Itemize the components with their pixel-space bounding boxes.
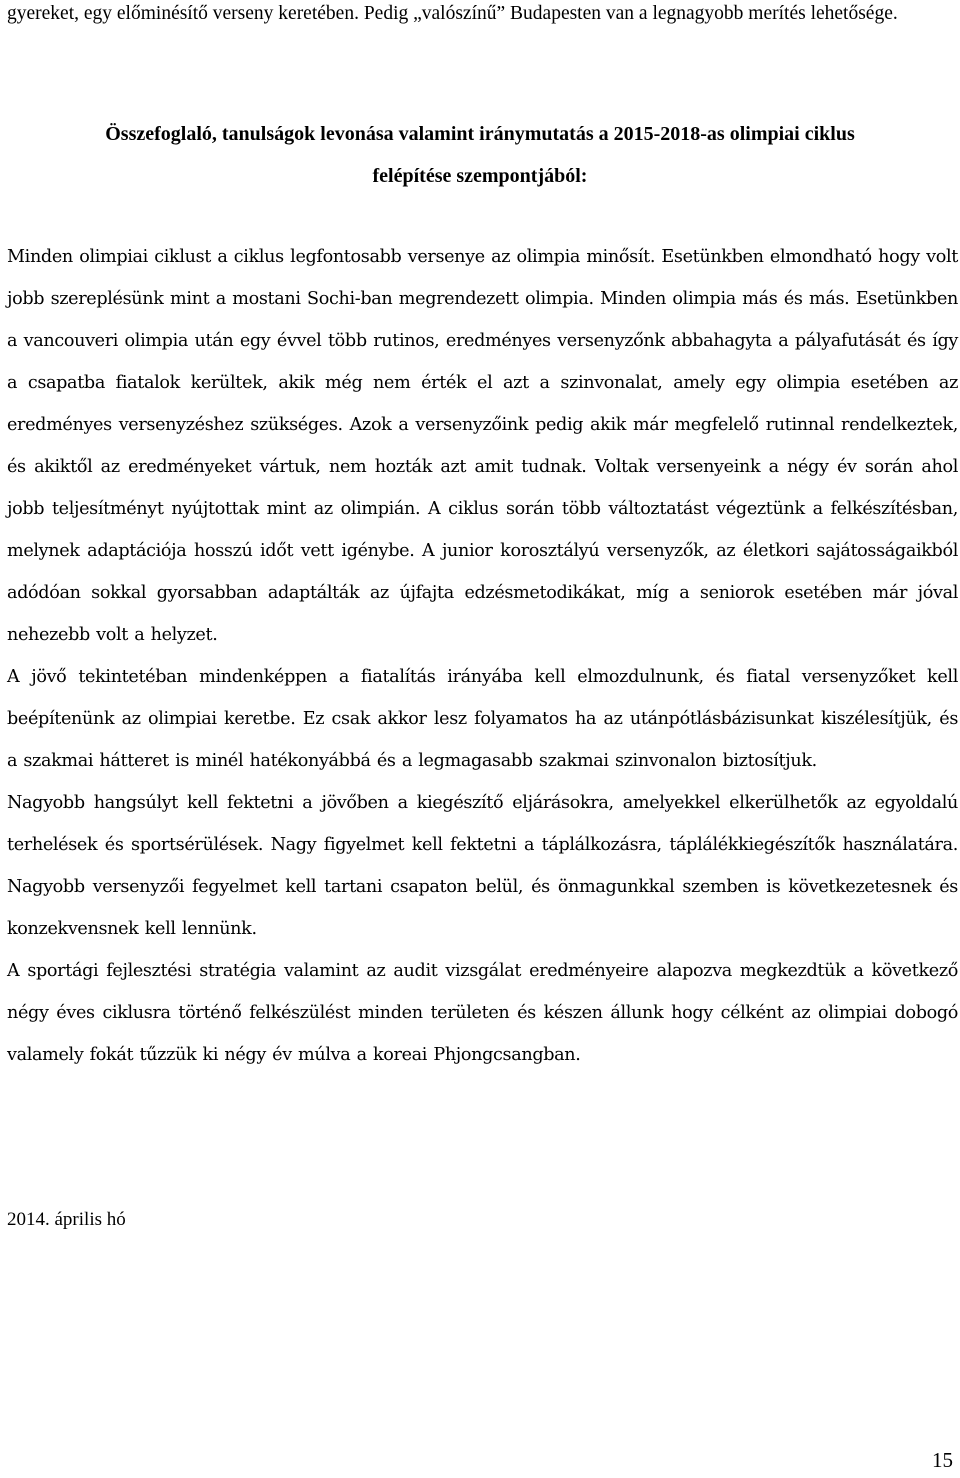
heading-line-1: Összefoglaló, tanulságok levonása valamint iránymutatás a 2015-2018-as olimpiai ciklus [105,123,855,145]
paragraph-summary: Minden olimpiai ciklust a ciklus legfontosabb versenye az olimpia minősít. Esetünkben elmondható hogy volt jobb szereplésünk mint a mostani Sochi-ban megrendezett olimpia. Minden olimpia más és más. Esetünkben a vancouveri olimpia után egy évvel több rutinos, eredményes versenyzőnk abbahagyta a pályafutását és így a csapatba fiatalok kerültek, akik még nem érték el azt a szinvonalat, amely egy olimpia esetében az eredményes versenyzéshez szükséges. Azok a versenyzőink pedig akik már megfelelő rutinnal rendelkeztek, és akiktől az eredményeket vártuk, nem hozták azt amit tudnak. Voltak versenyeink a négy év során ahol jobb teljesítményt nyújtottak mint az olimpián. A ciklus során több változtatást végeztünk a felkészítésban, melynek adaptációja hosszú időt vett igénybe. A junior korosztályú versenyzők, az életkori sajátosságaikból adódóan sokkal gyorsabban adaptálták az újfajta edzésmetodikákat, míg a seniorok esetében már jóval nehezebb volt a helyzet. [7,247,958,645]
document-date: 2014. április hó [7,1209,126,1230]
body-text [7,236,958,1076]
intro-paragraph: gyereket, egy előminésítő verseny keretében. Pedig „valószínű” Budapesten van a legnagyobb merítés lehetősége. [7,3,898,24]
section-heading [0,113,960,197]
paragraph-focus: Nagyobb hangsúlyt kell fektetni a jövőben a kiegészítő eljárásokra, amelyekkel elkerülhetők az egyoldalú terhelések és sportsérülések. Nagy figyelmet kell fektetni a táplálkozásra, táplálékkiegészítők használatára. Nagyobb versenyzői fegyelmet kell tartani csapaton belül, és önmagunkkal szemben is következetesnek és konzekvensnek kell lennünk. [7,793,958,939]
paragraph-future: A jövő tekintetéban mindenképpen a fiatalítás irányába kell elmozdulnunk, és fiatal versenyzőket kell beépítenünk az olimpiai keretbe. Ez csak akkor lesz folyamatos ha az utánpótlásbázisunkat kiszélesítjük, és a szakmai hátteret is minél hatékonyábbá és a legmagasabb szakmai szinvonalon biztosítjuk. [7,667,958,771]
paragraph-strategy: A sportági fejlesztési stratégia valamint az audit vizsgálat eredményeire alapozva megkezdtük a következő négy éves ciklusra történő felkészülést minden területen és készen állunk hogy célként az olimpiai dobogó valamely fokát tűzzük ki négy év múlva a koreai Phjongcsangban. [7,961,958,1065]
heading-line-2: felépítése szempontjából: [372,165,588,187]
page-number: 15 [932,1448,953,1472]
